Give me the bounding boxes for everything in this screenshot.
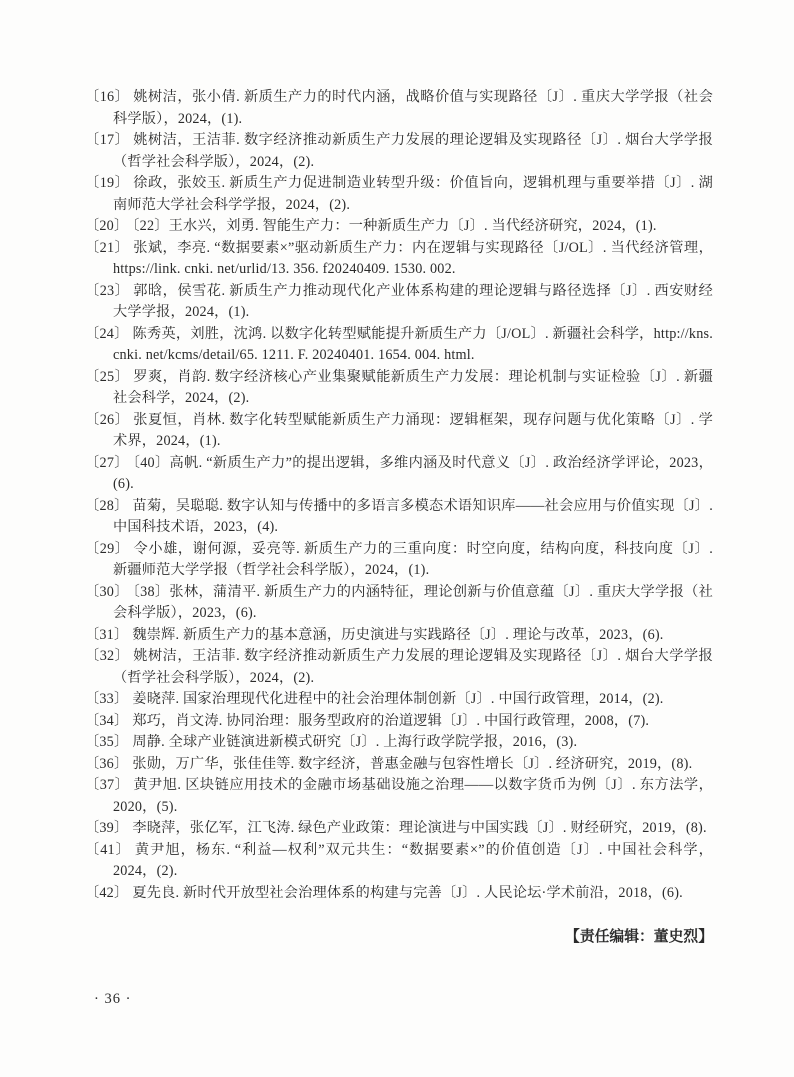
reference-text: 黄尹旭. 区块链应用技术的金融市场基础设施之治理——以数字货币为例〔J〕. 东方法学，2020，(5). — [113, 777, 713, 815]
reference-text: 令小雄，谢何源，妥亮等. 新质生产力的三重向度：时空向度，结构向度，科技向度〔J〕. 新疆师范大学学报（哲学社会科学版），2024，(1). — [113, 540, 713, 578]
reference-text: 陈秀英，刘胜，沈鸿. 以数字化转型赋能提升新质生产力〔J/OL〕. 新疆社会科学，http://kns. cnki. net/kcms/detail/65. 1211. F. 20240401. 1654. 004. html. — [113, 325, 713, 363]
reference-item — [85, 216, 713, 238]
reference-label: 〔23〕 — [85, 282, 130, 299]
reference-text: 姚树洁，王洁菲. 数字经济推动新质生产力发展的理论逻辑及实现路径〔J〕. 烟台大学学报（哲学社会科学版），2024，(2). — [113, 132, 714, 170]
reference-text: 张夏恒，肖林. 数字化转型赋能新质生产力涌现：逻辑框架，现存问题与优化策略〔J〕. 学术界，2024，(1). — [113, 411, 714, 449]
reference-text: 郑巧，肖文涛. 协同治理：服务型政府的治道逻辑〔J〕. 中国行政管理，2008，(7). — [132, 712, 650, 729]
reference-item — [85, 87, 713, 130]
reference-label: 〔33〕 — [85, 691, 129, 707]
reference-text: 苗菊，吴聪聪. 数字认知与传播中的多语言多模态术语知识库——社会应用与价值实现〔J〕. 中国科技术语，2023，(4). — [113, 497, 713, 535]
reference-label: 〔37〕 — [85, 777, 130, 793]
reference-item — [85, 754, 713, 776]
reference-text: 张勋，万广华，张佳佳等. 数字经济，普惠金融与包容性增长〔J〕. 经济研究，2019，(8). — [132, 755, 693, 772]
reference-text: 徐政，张姣玉. 新质生产力促进制造业转型升级：价值旨向，逻辑机理与重要举措〔J〕. 湖南师范大学社会科学学报，2024，(2). — [113, 175, 714, 213]
reference-item — [85, 732, 713, 754]
reference-item — [85, 173, 713, 216]
page-number: · 36 · — [94, 991, 132, 1007]
reference-item — [85, 410, 713, 453]
reference-label: 〔21〕 — [85, 239, 130, 256]
reference-label: 〔20〕 — [85, 218, 129, 234]
reference-item — [85, 646, 713, 689]
reference-item — [85, 324, 713, 367]
references-section — [85, 87, 713, 948]
reference-item — [85, 539, 713, 582]
references-list — [85, 87, 713, 904]
reference-label: 〔26〕 — [85, 411, 130, 428]
reference-label: 〔16〕 — [85, 89, 130, 105]
reference-item — [85, 883, 713, 905]
reference-label: 〔25〕 — [85, 368, 130, 385]
reference-item — [85, 453, 713, 496]
reference-text: 姜晓萍. 国家治理现代化进程中的社会治理体制创新〔J〕. 中国行政管理，2014，(2). — [132, 691, 664, 707]
reference-label: 〔31〕 — [85, 626, 129, 643]
reference-text: 〔38〕张林，蒲清平. 新质生产力的内涵特征，理论创新与价值意蕴〔J〕. 重庆大学学报（社会科学版），2023，(6). — [113, 583, 713, 621]
reference-text: 李晓萍，张亿军，江飞涛. 绿色产业政策：理论演进与中国实践〔J〕. 财经研究，2019，(8). — [132, 820, 707, 836]
reference-label: 〔36〕 — [85, 755, 129, 772]
reference-label: 〔19〕 — [85, 175, 130, 191]
reference-item — [85, 840, 713, 883]
reference-item — [85, 496, 713, 539]
reference-item — [85, 625, 713, 647]
reference-text: 夏先良. 新时代开放型社会治理体系的构建与完善〔J〕. 人民论坛·学术前沿，2018，(6). — [132, 884, 683, 901]
reference-item — [85, 238, 713, 281]
reference-text: 周静. 全球产业链演进新模式研究〔J〕. 上海行政学院学报，2016，(3). — [132, 734, 578, 750]
reference-item — [85, 130, 713, 173]
reference-label: 〔41〕 — [85, 841, 131, 858]
reference-item — [85, 689, 713, 711]
reference-text: 姚树洁，王洁菲. 数字经济推动新质生产力发展的理论逻辑及实现路径〔J〕. 烟台大学学报（哲学社会科学版），2024，(2). — [113, 648, 714, 686]
reference-label: 〔29〕 — [85, 540, 130, 557]
reference-label: 〔30〕 — [85, 583, 129, 600]
reference-label: 〔32〕 — [85, 648, 130, 664]
reference-item — [85, 775, 713, 818]
reference-text: 〔22〕王水兴，刘勇. 智能生产力：一种新质生产力〔J〕. 当代经济研究，2024，(1). — [132, 218, 657, 234]
reference-item — [85, 582, 713, 625]
reference-label: 〔35〕 — [85, 734, 129, 750]
reference-label: 〔39〕 — [85, 820, 129, 836]
reference-text: 姚树洁，张小倩. 新质生产力的时代内涵，战略价值与实现路径〔J〕. 重庆大学学报（社会科学版），2024，(1). — [113, 89, 714, 127]
reference-text: 罗爽，肖韵. 数字经济核心产业集聚赋能新质生产力发展：理论机制与实证检验〔J〕. 新疆社会科学，2024，(2). — [113, 368, 714, 406]
reference-label: 〔28〕 — [85, 497, 129, 514]
reference-text: 郭晗，侯雪花. 新质生产力推动现代化产业体系构建的理论逻辑与路径选择〔J〕. 西安财经大学学报，2024，(1). — [113, 282, 714, 320]
reference-label: 〔17〕 — [85, 132, 130, 148]
reference-text: 〔40〕高帆. “新质生产力”的提出逻辑，多维内涵及时代意义〔J〕. 政治经济学评论，2023，(6). — [113, 454, 713, 492]
editor-credit: 【责任编辑：董史烈】 — [565, 929, 713, 945]
reference-item — [85, 367, 713, 410]
reference-text: 张斌，李亮. “数据要素×”驱动新质生产力：内在逻辑与实现路径〔J/OL〕. 当代经济管理，https://link. cnki. net/urlid/13. 356. f20240409. 1530. 002. — [113, 239, 713, 277]
reference-item — [85, 818, 713, 840]
reference-item — [85, 711, 713, 733]
reference-label: 〔24〕 — [85, 325, 129, 342]
reference-item — [85, 281, 713, 324]
reference-text: 魏崇辉. 新质生产力的基本意涵，历史演进与实践路径〔J〕. 理论与改革，2023，(6). — [132, 626, 664, 643]
reference-label: 〔27〕 — [85, 454, 129, 471]
reference-label: 〔42〕 — [85, 884, 129, 901]
reference-text: 黄尹旭，杨东. “利益—权利”双元共生：“数据要素×”的价值创造〔J〕. 中国社会科学，2024，(2). — [113, 841, 713, 879]
reference-label: 〔34〕 — [85, 712, 129, 729]
